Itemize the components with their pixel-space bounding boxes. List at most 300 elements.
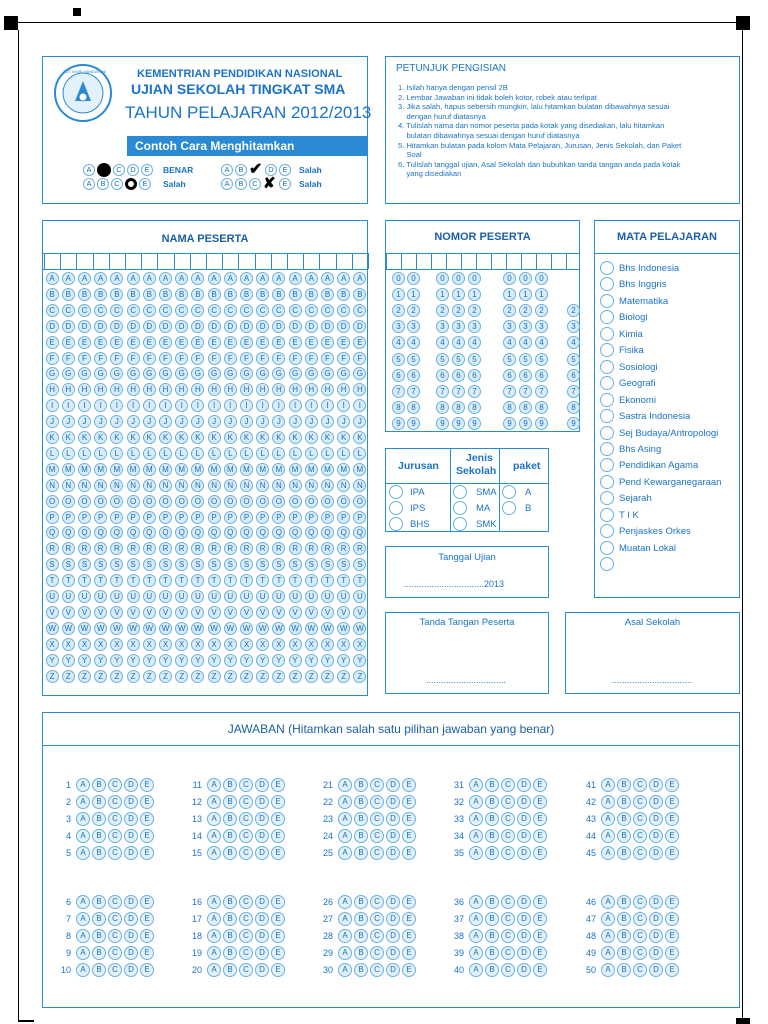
nama-bubble[interactable]: H xyxy=(94,383,107,396)
nama-bubble[interactable]: V xyxy=(94,606,107,619)
nama-bubble[interactable]: B xyxy=(46,288,59,301)
nama-bubble[interactable]: M xyxy=(159,463,172,476)
answer-bubble[interactable]: A xyxy=(601,812,615,826)
nama-bubble[interactable]: S xyxy=(224,558,237,571)
nama-bubble[interactable]: Y xyxy=(289,654,302,667)
nama-bubble[interactable]: O xyxy=(321,495,334,508)
nama-bubble[interactable]: W xyxy=(62,622,75,635)
answer-bubble[interactable]: D xyxy=(124,829,138,843)
answer-bubble[interactable]: D xyxy=(517,795,531,809)
nama-bubble[interactable]: H xyxy=(321,383,334,396)
nama-bubble[interactable]: B xyxy=(224,288,237,301)
nama-bubble[interactable]: G xyxy=(208,367,221,380)
answer-bubble[interactable]: D xyxy=(386,812,400,826)
nama-bubble[interactable]: Q xyxy=(272,526,285,539)
nama-bubble[interactable]: U xyxy=(94,590,107,603)
nama-bubble[interactable]: M xyxy=(321,463,334,476)
nama-bubble[interactable]: G xyxy=(94,367,107,380)
nama-bubble[interactable]: F xyxy=(46,352,59,365)
nama-bubble[interactable]: J xyxy=(127,415,140,428)
nama-bubble[interactable]: K xyxy=(143,431,156,444)
nama-bubble[interactable]: L xyxy=(240,447,253,460)
nama-bubble[interactable]: O xyxy=(256,495,269,508)
nomor-bubble[interactable]: 6 xyxy=(519,369,532,382)
answer-bubble[interactable]: D xyxy=(386,963,400,977)
nomor-bubble[interactable]: 4 xyxy=(468,336,481,349)
answer-bubble[interactable]: E xyxy=(402,912,416,926)
nama-bubble[interactable]: P xyxy=(289,511,302,524)
answer-bubble[interactable]: E xyxy=(402,895,416,909)
nama-bubble[interactable]: A xyxy=(46,272,59,285)
nama-bubble[interactable]: G xyxy=(175,367,188,380)
nama-bubble[interactable]: V xyxy=(224,606,237,619)
nama-bubble[interactable]: L xyxy=(94,447,107,460)
mata-pelajaran-item[interactable] xyxy=(595,475,739,490)
nama-bubble[interactable]: S xyxy=(159,558,172,571)
nama-bubble[interactable]: V xyxy=(289,606,302,619)
nama-bubble[interactable]: W xyxy=(272,622,285,635)
nama-bubble[interactable]: P xyxy=(208,511,221,524)
nama-bubble[interactable]: A xyxy=(127,272,140,285)
nomor-bubble[interactable]: 8 xyxy=(407,401,420,414)
answer-bubble[interactable]: B xyxy=(92,778,106,792)
nama-bubble[interactable]: C xyxy=(78,304,91,317)
answer-bubble[interactable]: D xyxy=(255,895,269,909)
nama-bubble[interactable]: P xyxy=(305,511,318,524)
answer-bubble[interactable]: C xyxy=(108,929,122,943)
nama-bubble[interactable]: D xyxy=(159,320,172,333)
answer-bubble[interactable]: C xyxy=(501,946,515,960)
nama-bubble[interactable]: C xyxy=(159,304,172,317)
answer-bubble[interactable]: D xyxy=(255,829,269,843)
nama-bubble[interactable]: Q xyxy=(62,526,75,539)
paket-bubble[interactable] xyxy=(502,485,516,499)
nama-bubble[interactable]: M xyxy=(305,463,318,476)
nama-bubble[interactable]: K xyxy=(224,431,237,444)
nama-bubble[interactable]: E xyxy=(159,336,172,349)
nama-bubble[interactable]: P xyxy=(272,511,285,524)
nama-bubble[interactable]: R xyxy=(143,542,156,555)
answer-bubble[interactable]: D xyxy=(649,946,663,960)
answer-bubble[interactable]: A xyxy=(469,846,483,860)
nomor-bubble[interactable]: 9 xyxy=(407,417,420,430)
nama-bubble[interactable]: L xyxy=(224,447,237,460)
mata-pelajaran-item[interactable] xyxy=(595,376,739,391)
mata-pelajaran-item[interactable] xyxy=(595,409,739,424)
answer-bubble[interactable]: B xyxy=(485,812,499,826)
nomor-bubble[interactable]: 8 xyxy=(436,401,449,414)
nama-bubble[interactable]: F xyxy=(321,352,334,365)
nama-bubble[interactable]: E xyxy=(62,336,75,349)
answer-bubble[interactable]: E xyxy=(402,929,416,943)
nama-bubble[interactable]: V xyxy=(191,606,204,619)
nama-bubble[interactable]: N xyxy=(159,479,172,492)
answer-bubble[interactable]: A xyxy=(76,778,90,792)
nama-bubble[interactable]: M xyxy=(175,463,188,476)
nama-bubble[interactable]: R xyxy=(78,542,91,555)
nama-bubble[interactable]: T xyxy=(78,574,91,587)
nama-bubble[interactable]: G xyxy=(78,367,91,380)
answer-bubble[interactable]: D xyxy=(517,829,531,843)
nama-bubble[interactable]: K xyxy=(94,431,107,444)
nama-bubble[interactable]: H xyxy=(337,383,350,396)
nama-bubble[interactable]: Q xyxy=(305,526,318,539)
answer-bubble[interactable]: A xyxy=(207,929,221,943)
answer-bubble[interactable]: C xyxy=(108,812,122,826)
nama-bubble[interactable]: U xyxy=(321,590,334,603)
nomor-bubble[interactable]: 7 xyxy=(452,385,465,398)
nomor-bubble[interactable]: 7 xyxy=(436,385,449,398)
nama-bubble[interactable]: S xyxy=(46,558,59,571)
nomor-bubble[interactable]: 2 xyxy=(392,304,405,317)
answer-bubble[interactable]: A xyxy=(76,795,90,809)
nama-bubble[interactable]: S xyxy=(353,558,366,571)
nama-bubble[interactable]: D xyxy=(191,320,204,333)
nama-bubble[interactable]: V xyxy=(208,606,221,619)
nama-bubble[interactable]: N xyxy=(305,479,318,492)
mata-pelajaran-item[interactable] xyxy=(595,557,739,572)
nama-bubble[interactable]: Z xyxy=(191,670,204,683)
nama-bubble[interactable]: J xyxy=(175,415,188,428)
answer-bubble[interactable]: A xyxy=(469,778,483,792)
nama-bubble[interactable]: Z xyxy=(46,670,59,683)
nama-bubble[interactable]: C xyxy=(240,304,253,317)
answer-bubble[interactable]: D xyxy=(649,829,663,843)
answer-bubble[interactable]: D xyxy=(517,912,531,926)
nama-bubble[interactable]: N xyxy=(321,479,334,492)
nama-bubble[interactable]: F xyxy=(272,352,285,365)
mata-pelajaran-bubble[interactable] xyxy=(600,541,614,555)
answer-bubble[interactable]: B xyxy=(223,929,237,943)
nama-bubble[interactable]: M xyxy=(94,463,107,476)
answer-bubble[interactable]: D xyxy=(124,795,138,809)
nama-bubble[interactable]: X xyxy=(127,638,140,651)
answer-bubble[interactable]: C xyxy=(370,795,384,809)
nomor-bubble[interactable]: 4 xyxy=(452,336,465,349)
nama-bubble[interactable]: Q xyxy=(289,526,302,539)
nama-bubble[interactable]: Y xyxy=(127,654,140,667)
nama-bubble[interactable]: F xyxy=(175,352,188,365)
answer-bubble[interactable]: A xyxy=(469,929,483,943)
nomor-bubble[interactable]: 8 xyxy=(503,401,516,414)
answer-bubble[interactable]: C xyxy=(633,929,647,943)
answer-bubble[interactable]: A xyxy=(207,895,221,909)
answer-bubble[interactable]: D xyxy=(124,912,138,926)
answer-bubble[interactable]: A xyxy=(338,946,352,960)
nama-bubble[interactable]: E xyxy=(110,336,123,349)
mata-pelajaran-item[interactable] xyxy=(595,524,739,539)
nama-bubble[interactable]: B xyxy=(62,288,75,301)
answer-bubble[interactable]: B xyxy=(223,963,237,977)
nama-bubble[interactable]: G xyxy=(256,367,269,380)
nama-bubble[interactable]: G xyxy=(62,367,75,380)
answer-bubble[interactable]: E xyxy=(665,846,679,860)
answer-bubble[interactable]: D xyxy=(649,778,663,792)
answer-bubble[interactable]: A xyxy=(338,895,352,909)
answer-bubble[interactable]: C xyxy=(633,946,647,960)
answer-bubble[interactable]: B xyxy=(354,946,368,960)
nama-bubble[interactable]: A xyxy=(143,272,156,285)
nama-bubble[interactable]: E xyxy=(94,336,107,349)
nama-bubble[interactable]: F xyxy=(256,352,269,365)
nama-bubble[interactable]: V xyxy=(272,606,285,619)
nomor-bubble[interactable]: 0 xyxy=(535,272,548,285)
mata-pelajaran-item[interactable] xyxy=(595,508,739,523)
nama-bubble[interactable]: X xyxy=(159,638,172,651)
answer-bubble[interactable]: C xyxy=(239,912,253,926)
nama-bubble[interactable]: L xyxy=(321,447,334,460)
answer-bubble[interactable]: D xyxy=(255,812,269,826)
nama-bubble[interactable]: R xyxy=(224,542,237,555)
answer-bubble[interactable]: A xyxy=(601,912,615,926)
nama-bubble[interactable]: M xyxy=(127,463,140,476)
nomor-bubble[interactable]: 1 xyxy=(519,288,532,301)
answer-bubble[interactable]: E xyxy=(271,912,285,926)
answer-bubble[interactable]: A xyxy=(338,912,352,926)
nama-bubble[interactable]: A xyxy=(191,272,204,285)
nama-bubble[interactable]: I xyxy=(127,399,140,412)
nama-bubble[interactable]: H xyxy=(240,383,253,396)
answer-bubble[interactable]: B xyxy=(617,829,631,843)
answer-bubble[interactable]: B xyxy=(223,778,237,792)
nomor-bubble[interactable]: 4 xyxy=(535,336,548,349)
nama-bubble[interactable]: M xyxy=(224,463,237,476)
answer-bubble[interactable]: D xyxy=(255,846,269,860)
nama-bubble[interactable]: S xyxy=(208,558,221,571)
answer-bubble[interactable]: C xyxy=(370,912,384,926)
nama-bubble[interactable]: V xyxy=(305,606,318,619)
answer-bubble[interactable]: C xyxy=(633,778,647,792)
nama-bubble[interactable]: V xyxy=(127,606,140,619)
nama-bubble[interactable]: P xyxy=(337,511,350,524)
nama-bubble[interactable]: V xyxy=(321,606,334,619)
nomor-bubble[interactable]: 4 xyxy=(567,336,580,349)
nama-bubble[interactable]: E xyxy=(208,336,221,349)
nama-bubble[interactable]: U xyxy=(159,590,172,603)
nomor-bubble[interactable]: 1 xyxy=(503,288,516,301)
nama-bubble[interactable]: F xyxy=(110,352,123,365)
nomor-bubble[interactable]: 3 xyxy=(519,320,532,333)
nama-bubble[interactable]: Y xyxy=(46,654,59,667)
nama-bubble[interactable]: O xyxy=(78,495,91,508)
nama-bubble[interactable]: A xyxy=(78,272,91,285)
nama-bubble[interactable]: Z xyxy=(78,670,91,683)
answer-bubble[interactable]: A xyxy=(469,963,483,977)
answer-bubble[interactable]: C xyxy=(239,846,253,860)
nama-bubble[interactable]: E xyxy=(143,336,156,349)
nama-bubble[interactable]: T xyxy=(321,574,334,587)
nama-bubble[interactable]: A xyxy=(337,272,350,285)
nomor-bubble[interactable]: 6 xyxy=(503,369,516,382)
nama-bubble[interactable]: R xyxy=(240,542,253,555)
nama-bubble[interactable]: I xyxy=(191,399,204,412)
answer-bubble[interactable]: C xyxy=(108,895,122,909)
answer-bubble[interactable]: B xyxy=(485,895,499,909)
answer-bubble[interactable]: B xyxy=(223,829,237,843)
nama-bubble[interactable]: W xyxy=(208,622,221,635)
nama-bubble[interactable]: I xyxy=(143,399,156,412)
answer-bubble[interactable]: D xyxy=(255,929,269,943)
nama-bubble[interactable]: Y xyxy=(224,654,237,667)
answer-bubble[interactable]: E xyxy=(140,895,154,909)
answer-bubble[interactable]: C xyxy=(501,795,515,809)
nama-bubble[interactable]: O xyxy=(127,495,140,508)
answer-bubble[interactable]: A xyxy=(338,795,352,809)
nama-bubble[interactable]: L xyxy=(256,447,269,460)
nama-bubble[interactable]: K xyxy=(321,431,334,444)
answer-bubble[interactable]: B xyxy=(354,829,368,843)
mata-pelajaran-item[interactable] xyxy=(595,343,739,358)
nomor-bubble[interactable]: 0 xyxy=(452,272,465,285)
nama-bubble[interactable]: E xyxy=(224,336,237,349)
nama-bubble[interactable]: Z xyxy=(289,670,302,683)
nama-bubble[interactable]: B xyxy=(191,288,204,301)
nama-bubble[interactable]: L xyxy=(78,447,91,460)
nomor-bubble[interactable]: 9 xyxy=(535,417,548,430)
answer-bubble[interactable]: E xyxy=(402,812,416,826)
nama-bubble[interactable]: M xyxy=(46,463,59,476)
nama-bubble[interactable]: I xyxy=(305,399,318,412)
answer-bubble[interactable]: D xyxy=(517,895,531,909)
nama-bubble[interactable]: K xyxy=(46,431,59,444)
nomor-bubble[interactable]: 1 xyxy=(407,288,420,301)
answer-bubble[interactable]: C xyxy=(239,829,253,843)
mata-pelajaran-item[interactable] xyxy=(595,491,739,506)
answer-bubble[interactable]: A xyxy=(601,929,615,943)
nama-bubble[interactable]: U xyxy=(175,590,188,603)
nama-bubble[interactable]: L xyxy=(353,447,366,460)
answer-bubble[interactable]: B xyxy=(354,929,368,943)
nama-bubble[interactable]: F xyxy=(353,352,366,365)
jurusan-bubble[interactable] xyxy=(389,517,403,531)
nama-bubble[interactable]: X xyxy=(256,638,269,651)
nama-bubble[interactable]: G xyxy=(289,367,302,380)
nama-bubble[interactable]: Z xyxy=(208,670,221,683)
answer-bubble[interactable]: C xyxy=(239,778,253,792)
nama-bubble[interactable]: T xyxy=(191,574,204,587)
answer-bubble[interactable]: A xyxy=(207,795,221,809)
answer-bubble[interactable]: C xyxy=(501,895,515,909)
nama-bubble[interactable]: L xyxy=(208,447,221,460)
nama-bubble[interactable]: B xyxy=(127,288,140,301)
nama-bubble[interactable]: C xyxy=(321,304,334,317)
nama-bubble[interactable]: V xyxy=(337,606,350,619)
nama-bubble[interactable]: W xyxy=(305,622,318,635)
answer-bubble[interactable]: B xyxy=(354,846,368,860)
nama-bubble[interactable]: N xyxy=(208,479,221,492)
nama-bubble[interactable]: O xyxy=(94,495,107,508)
nama-bubble[interactable]: U xyxy=(191,590,204,603)
answer-bubble[interactable]: B xyxy=(617,929,631,943)
mata-pelajaran-bubble[interactable] xyxy=(600,557,614,571)
nama-bubble[interactable]: Q xyxy=(321,526,334,539)
nama-bubble[interactable]: Q xyxy=(337,526,350,539)
nama-bubble[interactable]: F xyxy=(289,352,302,365)
nomor-bubble[interactable]: 5 xyxy=(436,353,449,366)
answer-bubble[interactable]: D xyxy=(386,778,400,792)
nama-bubble[interactable]: W xyxy=(127,622,140,635)
answer-bubble[interactable]: C xyxy=(633,812,647,826)
nama-bubble[interactable]: R xyxy=(337,542,350,555)
mata-pelajaran-bubble[interactable] xyxy=(600,294,614,308)
nama-bubble[interactable]: M xyxy=(208,463,221,476)
nama-bubble[interactable]: I xyxy=(208,399,221,412)
answer-bubble[interactable]: D xyxy=(517,929,531,943)
nomor-bubble[interactable]: 1 xyxy=(392,288,405,301)
nama-bubble[interactable]: V xyxy=(175,606,188,619)
nama-bubble[interactable]: D xyxy=(175,320,188,333)
nama-bubble[interactable]: L xyxy=(62,447,75,460)
nama-bubble[interactable]: R xyxy=(62,542,75,555)
answer-bubble[interactable]: D xyxy=(255,946,269,960)
nama-bubble[interactable]: N xyxy=(191,479,204,492)
nama-bubble[interactable]: F xyxy=(191,352,204,365)
nama-bubble[interactable]: R xyxy=(46,542,59,555)
nama-bubble[interactable]: I xyxy=(175,399,188,412)
answer-bubble[interactable]: E xyxy=(271,829,285,843)
nama-bubble[interactable]: S xyxy=(78,558,91,571)
nama-bubble[interactable]: S xyxy=(272,558,285,571)
nama-bubble[interactable]: Z xyxy=(353,670,366,683)
answer-bubble[interactable]: C xyxy=(501,963,515,977)
nama-bubble[interactable]: K xyxy=(62,431,75,444)
answer-bubble[interactable]: C xyxy=(370,946,384,960)
nama-bubble[interactable]: T xyxy=(94,574,107,587)
nama-bubble[interactable]: V xyxy=(78,606,91,619)
mata-pelajaran-bubble[interactable] xyxy=(600,360,614,374)
nama-bubble[interactable]: N xyxy=(256,479,269,492)
nama-bubble[interactable]: T xyxy=(289,574,302,587)
answer-bubble[interactable]: E xyxy=(402,946,416,960)
answer-bubble[interactable]: B xyxy=(92,812,106,826)
answer-bubble[interactable]: A xyxy=(469,946,483,960)
nomor-bubble[interactable]: 1 xyxy=(535,288,548,301)
nama-bubble[interactable]: E xyxy=(127,336,140,349)
nama-bubble[interactable]: F xyxy=(305,352,318,365)
answer-bubble[interactable]: D xyxy=(124,846,138,860)
nomor-bubble[interactable]: 2 xyxy=(452,304,465,317)
answer-bubble[interactable]: C xyxy=(501,912,515,926)
nama-bubble[interactable]: D xyxy=(256,320,269,333)
answer-bubble[interactable]: E xyxy=(533,929,547,943)
nama-bubble[interactable]: Q xyxy=(240,526,253,539)
nama-bubble[interactable]: P xyxy=(110,511,123,524)
nama-bubble[interactable]: X xyxy=(62,638,75,651)
nama-bubble[interactable]: E xyxy=(256,336,269,349)
nama-bubble[interactable]: V xyxy=(46,606,59,619)
nama-bubble[interactable]: V xyxy=(143,606,156,619)
nama-bubble[interactable]: Y xyxy=(175,654,188,667)
nama-bubble[interactable]: Y xyxy=(191,654,204,667)
nama-bubble[interactable]: G xyxy=(127,367,140,380)
nama-bubble[interactable]: Z xyxy=(143,670,156,683)
answer-bubble[interactable]: B xyxy=(485,829,499,843)
nama-bubble[interactable]: S xyxy=(110,558,123,571)
nomor-bubble[interactable]: 8 xyxy=(468,401,481,414)
nama-bubble[interactable]: K xyxy=(78,431,91,444)
mata-pelajaran-bubble[interactable] xyxy=(600,261,614,275)
nama-bubble[interactable]: E xyxy=(191,336,204,349)
nama-bubble[interactable]: G xyxy=(337,367,350,380)
nama-bubble[interactable]: C xyxy=(127,304,140,317)
answer-bubble[interactable]: A xyxy=(469,829,483,843)
nama-bubble[interactable]: B xyxy=(353,288,366,301)
answer-bubble[interactable]: E xyxy=(402,963,416,977)
answer-bubble[interactable]: B xyxy=(223,812,237,826)
nomor-bubble[interactable]: 7 xyxy=(519,385,532,398)
mata-pelajaran-item[interactable] xyxy=(595,310,739,325)
answer-bubble[interactable]: A xyxy=(601,846,615,860)
